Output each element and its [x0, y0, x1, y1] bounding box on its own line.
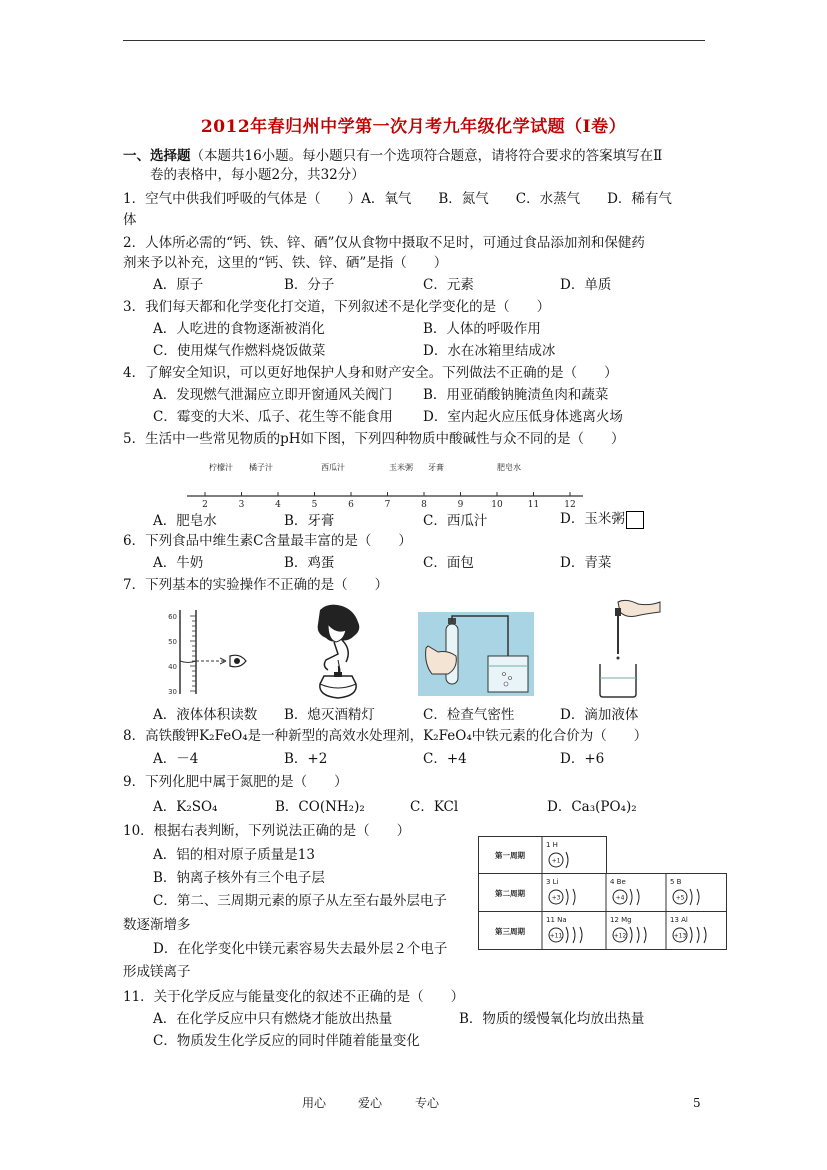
ph-label-corn: 玉米粥 — [389, 463, 413, 472]
section-heading-line — [123, 147, 662, 165]
ph-tick-label: 6 — [348, 500, 354, 510]
nuclear-charge: +13 — [673, 932, 687, 940]
q4-option-a: A．发现燃气泄漏应立即开窗通风关阀门 — [153, 387, 393, 403]
q10-option-b: B．钠离子核外有三个电子层 — [153, 870, 325, 886]
q6-option-d: D．青菜 — [560, 555, 612, 571]
header-rule — [123, 40, 705, 41]
electron-shell — [580, 927, 582, 943]
q8-text: 8．高铁酸钾K₂FeO₄是一种新型的高效水处理剂，K₂FeO₄中铁元素的化合价为（ ） — [123, 728, 648, 744]
electron-shell — [697, 927, 699, 943]
q6-option-c: C．面包 — [423, 555, 474, 571]
q6-option-b: B．鸡蛋 — [284, 555, 335, 571]
q7-option-b: B．熄灭酒精灯 — [284, 707, 375, 723]
q2-text: 2．人体所必需的“钙、铁、锌、硒”仅从食物中摄取不足时，可通过食品添加剂和保健药 — [123, 235, 645, 251]
dropper-figure — [592, 598, 662, 698]
nuclear-charge: +1 — [551, 857, 561, 865]
q9-text: 9．下列化肥中属于氮肥的是（ ） — [123, 774, 348, 790]
ph-label-toothpaste: 牙膏 — [428, 463, 444, 472]
electron-shell — [637, 927, 639, 943]
q6-text: 6．下列食品中维生素C含量最丰富的是（ ） — [123, 533, 412, 549]
q10-option-c: C．第二、三周期元素的原子从左至右最外层电子 — [153, 893, 447, 909]
section-desc-2: 卷的表格中，每小题2分，共32分） — [150, 167, 365, 183]
q11-option-a: A．在化学反应中只有燃烧才能放出热量 — [153, 1011, 393, 1027]
electron-shell — [637, 889, 639, 905]
ph-tick-label: 9 — [457, 500, 464, 510]
q6-option-a: A．牛奶 — [153, 555, 204, 571]
page-title: 2012年春归州中学第一次月考九年级化学试题（Ⅰ卷） — [200, 117, 627, 137]
page-number: 5 — [693, 1096, 701, 1110]
q5-option-d-line — [560, 510, 644, 529]
answer-box — [626, 511, 644, 529]
q7-option-a: A．液体体积读数 — [153, 707, 258, 723]
scale-50: 50 — [168, 638, 177, 646]
q8-option-c: C．+4 — [423, 751, 467, 767]
q5-option-b: B．牙膏 — [284, 513, 335, 529]
ph-tick-label: 5 — [311, 500, 318, 510]
q2-option-a: A．原子 — [153, 277, 204, 293]
footer-item-3: 专心 — [415, 1096, 440, 1110]
q5-option-c: C．西瓜汁 — [423, 513, 488, 529]
q8-option-b: B．+2 — [284, 751, 328, 767]
nuclear-charge: +3 — [551, 894, 561, 902]
q11-option-b: B．物质的缓慢氧化均放出热量 — [459, 1011, 645, 1027]
ph-tick-label: 7 — [384, 500, 391, 510]
q7-option-d: D．滴加液体 — [560, 707, 639, 723]
electron-shell — [573, 889, 575, 905]
q3-option-d: D．水在冰箱里结成冰 — [423, 343, 556, 359]
q4-option-c: C．霉变的大米、瓜子、花生等不能食用 — [153, 409, 393, 425]
q1-text-cont: 体 — [123, 212, 137, 228]
electron-shell — [566, 889, 568, 905]
q2-text-cont: 剂来予以补充，这里的“钙、铁、锌、硒”是指（ ） — [123, 255, 448, 271]
q3-text: 3．我们每天都和化学变化打交道，下列叙述不是化学变化的是（ ） — [123, 299, 551, 315]
airtightness-figure — [418, 612, 534, 696]
electron-shell — [573, 927, 575, 943]
q4-text: 4．了解安全知识，可以更好地保护人身和财产安全。下列做法不正确的是（ ） — [123, 365, 618, 381]
q9-option-b: B．CO(NH₂)₂ — [275, 799, 365, 815]
element-symbol: 3 Li — [546, 878, 559, 886]
q5-option-d: D．玉米粥 — [560, 511, 625, 527]
period-2-label: 第二周期 — [495, 889, 525, 898]
element-symbol: 13 Al — [670, 916, 688, 924]
element-symbol: 1 H — [546, 841, 558, 849]
footer-item-1: 用心 — [302, 1096, 327, 1110]
q4-option-d: D．室内起火应压低身体逃离火场 — [423, 409, 623, 425]
period-3-label: 第三周期 — [495, 927, 525, 936]
electron-shell — [566, 927, 568, 943]
ph-label-soap: 肥皂水 — [497, 463, 521, 472]
nuclear-charge: +11 — [549, 932, 563, 940]
element-symbol: 12 Mg — [610, 916, 632, 924]
q8-option-a: A．－4 — [153, 751, 199, 767]
q7-text: 7．下列基本的实验操作不正确的是（ ） — [123, 577, 389, 593]
q2-option-b: B．分子 — [284, 277, 335, 293]
ph-tick-label: 2 — [202, 500, 208, 510]
electron-shell — [630, 927, 632, 943]
period-1-label: 第一周期 — [495, 851, 525, 860]
cylinder-reading-figure — [160, 606, 250, 696]
q8-option-d: D．+6 — [560, 751, 605, 767]
nuclear-charge: +12 — [613, 932, 627, 940]
ph-label-orange: 橘子汁 — [249, 463, 273, 472]
ph-tick-label: 11 — [527, 500, 540, 510]
nuclear-charge: +5 — [675, 894, 685, 902]
ph-tick-label: 8 — [421, 500, 427, 510]
electron-shell — [644, 927, 646, 943]
q9-option-c: C．KCl — [410, 799, 459, 815]
section-heading: 一、选择题 — [123, 148, 191, 164]
ph-label-watermelon: 西瓜汁 — [321, 463, 345, 472]
scale-30: 30 — [168, 688, 177, 696]
q10-option-d-cont: 形成镁离子 — [123, 964, 191, 980]
scale-40: 40 — [168, 663, 177, 671]
q3-option-a: A．人吃进的食物逐渐被消化 — [153, 321, 325, 337]
q3-option-c: C．使用煤气作燃料烧饭做菜 — [153, 343, 326, 359]
ph-tick-label: 12 — [564, 500, 576, 510]
q2-option-d: D．单质 — [560, 277, 612, 293]
q3-option-b: B．人体的呼吸作用 — [423, 321, 541, 337]
q9-option-a: A．K₂SO₄ — [153, 799, 218, 815]
q11-option-c: C．物质发生化学反应的同时伴随着能量变化 — [153, 1033, 420, 1049]
q11-text: 11．关于化学反应与能量变化的叙述不正确的是（ ） — [123, 989, 465, 1005]
ph-tick-label: 4 — [275, 500, 281, 510]
electron-shell — [690, 889, 692, 905]
footer-item-2: 爱心 — [358, 1096, 383, 1110]
q7-option-c: C．检查气密性 — [423, 707, 515, 723]
q9-option-d: D．Ca₃(PO₄)₂ — [547, 799, 637, 815]
ph-label-lemon: 柠檬汁 — [209, 463, 233, 472]
ph-tick-label: 10 — [491, 500, 503, 510]
q10-option-d: D．在化学变化中镁元素容易失去最外层２个电子 — [153, 941, 448, 957]
q10-text: 10．根据右表判断，下列说法正确的是（ ） — [123, 823, 411, 839]
periodic-table-figure — [478, 836, 728, 951]
q4-option-b: B．用亚硝酸钠腌渍鱼肉和蔬菜 — [423, 387, 609, 403]
element-symbol: 4 Be — [610, 878, 626, 886]
q10-option-c-cont: 数逐渐增多 — [123, 917, 191, 933]
q5-option-a: A．肥皂水 — [153, 513, 217, 529]
electron-shell — [697, 889, 699, 905]
alcohol-lamp-figure — [298, 600, 378, 700]
electron-shell — [704, 927, 706, 943]
nuclear-charge: +4 — [615, 894, 625, 902]
scale-60: 60 — [168, 613, 177, 621]
element-symbol: 5 B — [670, 878, 682, 886]
q10-option-a: A．铝的相对原子质量是13 — [153, 847, 315, 863]
ph-tick-label: 3 — [238, 500, 245, 510]
ph-scale-figure — [185, 461, 585, 511]
electron-shell — [566, 852, 568, 868]
electron-shell — [630, 889, 632, 905]
q1-text: 1．空气中供我们呼吸的气体是（ ）A．氧气 B．氮气 C．水蒸气 D．稀有气 — [123, 191, 672, 207]
element-symbol: 11 Na — [546, 916, 567, 924]
section-desc-1: （本题共16小题。每小题只有一个选项符合题意，请将符合要求的答案填写在Ⅱ — [190, 148, 663, 164]
q2-option-c: C．元素 — [423, 277, 474, 293]
electron-shell — [690, 927, 692, 943]
q5-text: 5．生活中一些常见物质的pH如下图，下列四种物质中酸碱性与众不同的是（ ） — [123, 431, 625, 447]
